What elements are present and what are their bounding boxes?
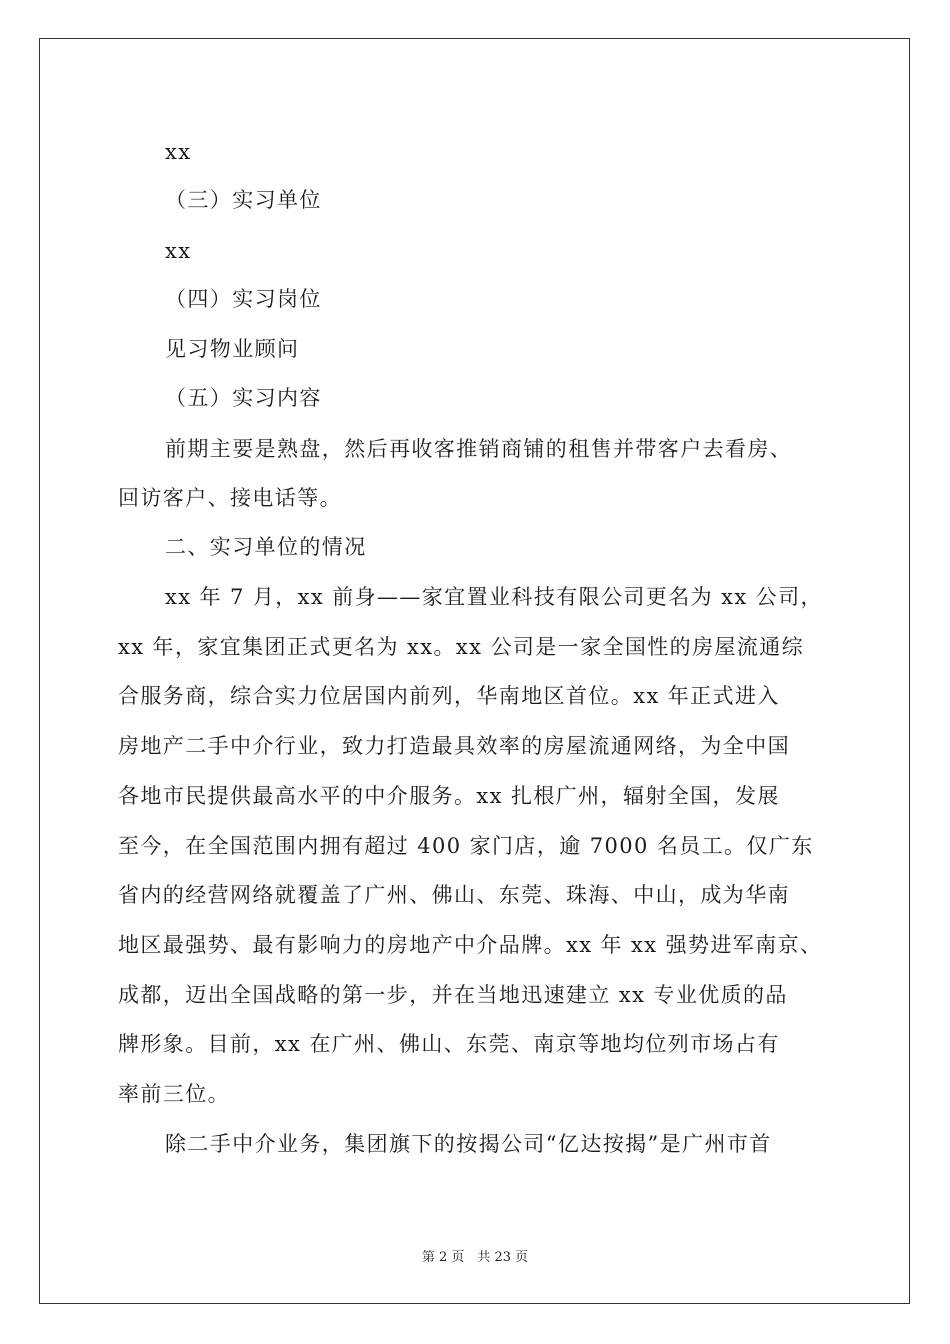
- section-heading: （四）实习岗位: [165, 287, 322, 311]
- page-border: [39, 38, 910, 1304]
- page-footer: 第 2 页 共 23 页: [421, 1250, 529, 1265]
- section-heading: （三）实习单位: [165, 188, 322, 212]
- paragraph-line: xx 年，家宜集团正式更名为 xx。xx 公司是一家全国性的房屋流通综: [118, 635, 805, 659]
- paragraph-line: 前期主要是熟盘，然后再收客推销商铺的租售并带客户去看房、: [165, 437, 793, 461]
- paragraph-line: 除二手中介业务，集团旗下的按揭公司“亿达按揭”是广州市首: [165, 1132, 772, 1156]
- paragraph-line: 合服务商，综合实力位居国内前列，华南地区首位。xx 年正式进入: [118, 684, 780, 708]
- paragraph-line: xx 年 7 月，xx 前身——家宜置业科技有限公司更名为 xx 公司，: [165, 585, 823, 609]
- paragraph-line: 地区最强势、最有影响力的房地产中介品牌。xx 年 xx 强势进军南京、: [118, 933, 823, 957]
- section-heading: （五）实习内容: [165, 386, 322, 410]
- text-line: 见习物业顾问: [165, 337, 300, 361]
- text-line: xx: [165, 140, 192, 164]
- paragraph-line: 省内的经营网络就覆盖了广州、佛山、东莞、珠海、中山，成为华南: [118, 883, 790, 907]
- paragraph-line: 牌形象。目前，xx 在广州、佛山、东莞、南京等地均位列市场占有: [118, 1032, 780, 1056]
- paragraph-line: 各地市民提供最高水平的中介服务。xx 扎根广州，辐射全国，发展: [118, 784, 780, 808]
- paragraph-line: 至今，在全国范围内拥有超过 400 家门店，逾 7000 名员工。仅广东: [118, 834, 814, 858]
- paragraph-line: 房地产二手中介行业，致力打造最具效率的房屋流通网络，为全中国: [118, 734, 790, 758]
- paragraph-line: 回访客户、接电话等。: [118, 486, 342, 510]
- text-line: xx: [165, 239, 192, 263]
- paragraph-line: 率前三位。: [118, 1082, 230, 1106]
- section-heading: 二、实习单位的情况: [165, 535, 367, 559]
- paragraph-line: 成都，迈出全国战略的第一步，并在当地迅速建立 xx 专业优质的品: [118, 983, 788, 1007]
